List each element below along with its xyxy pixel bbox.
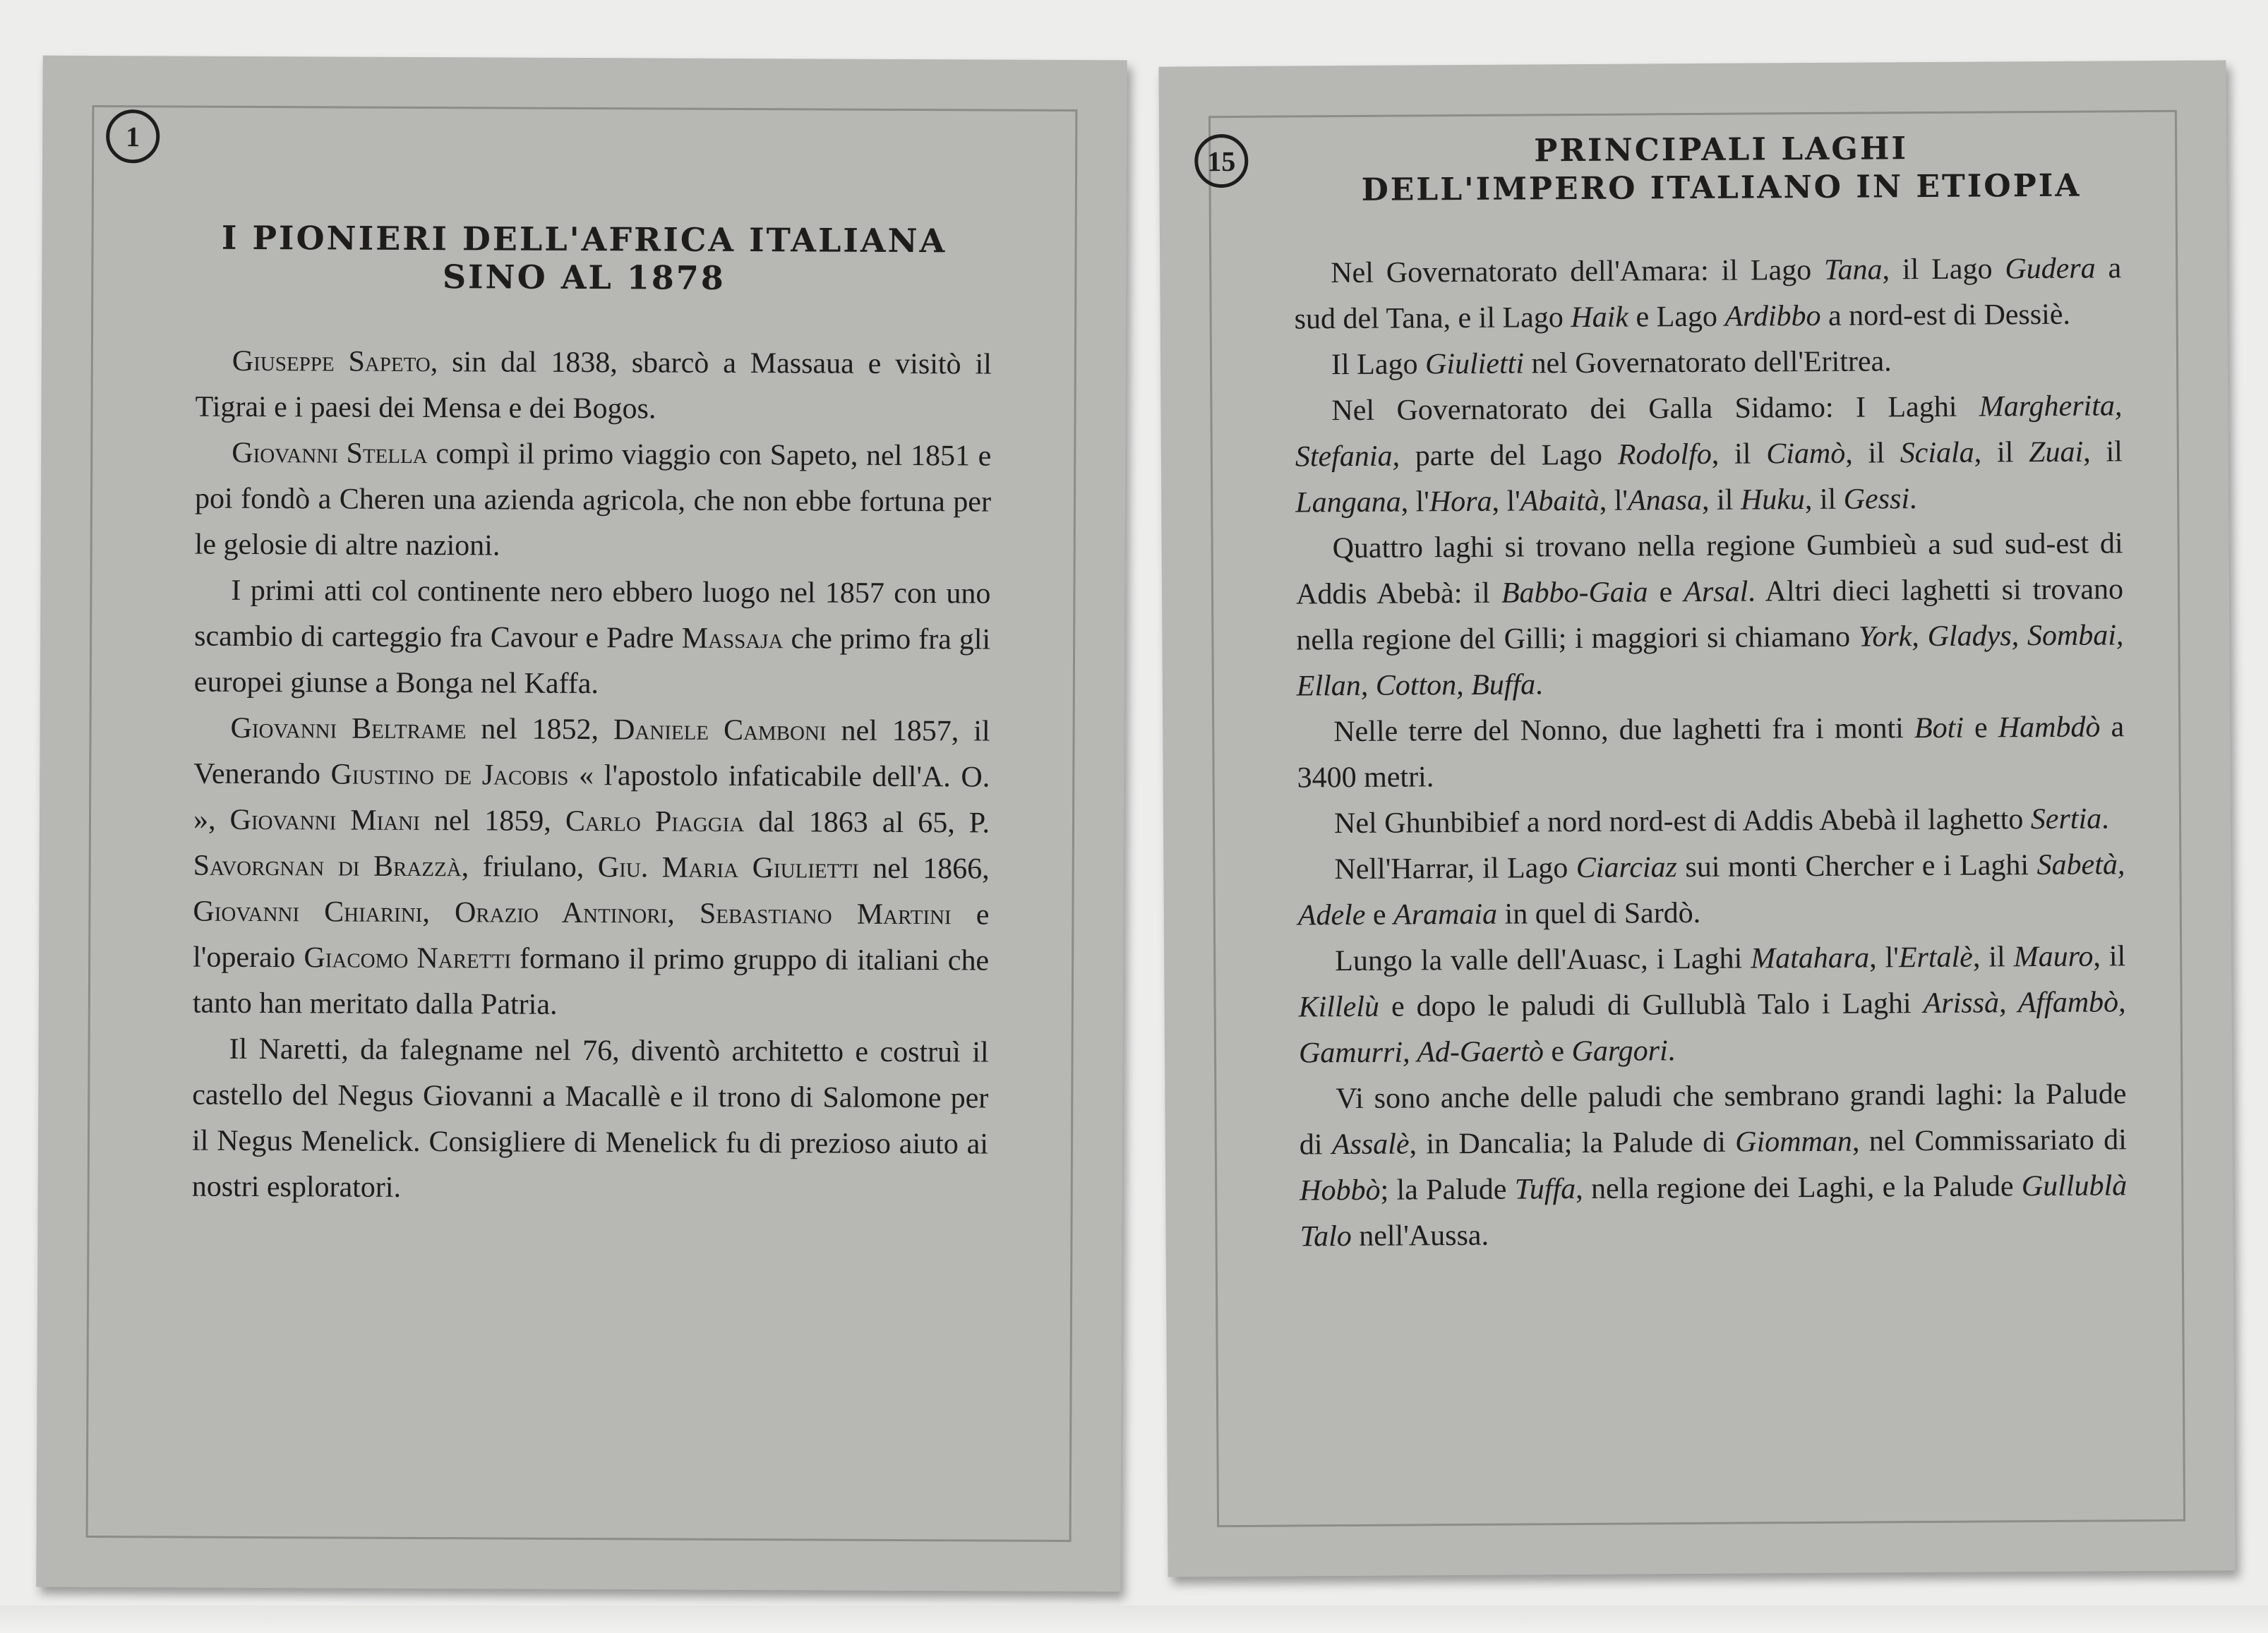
text-run: . Altri dieci laghetti si trovano nella regione del Gilli; i maggiori si chiamano	[1296, 573, 2124, 657]
text-run: , il	[1974, 436, 2029, 469]
card-title-line: I PIONIERI DELL'AFRICA ITALIANA	[221, 218, 947, 260]
text-run: .	[1667, 1035, 1676, 1068]
place-name: Haik	[1571, 301, 1629, 335]
card-body-text	[192, 339, 992, 1214]
place-name: Hobbò	[1300, 1174, 1381, 1207]
text-run: a 3400 metri.	[1297, 711, 2125, 795]
place-name: Arsal	[1684, 575, 1748, 609]
person-name: Giuseppe Sapeto	[232, 344, 431, 379]
place-name: Sertia	[2030, 802, 2102, 836]
text-run: Lungo la valle dell'Auasc, i Laghi	[1335, 942, 1751, 978]
place-name: Tuffa	[1514, 1173, 1576, 1206]
card-body-text	[1294, 246, 2128, 1260]
person-name: Daniele Camboni	[613, 713, 827, 747]
text-run: a sud del Tana, e il Lago	[1294, 252, 2122, 336]
text-run: « l'apostolo infaticabile dell'A. O. »,	[193, 759, 990, 836]
text-run: Nel Ghunbibief a nord nord-est di Addis Abebà il laghetto	[1333, 803, 2031, 840]
place-name: Margherita, Stefania,	[1295, 390, 2123, 474]
text-run: , nel Commissariato di	[1852, 1123, 2127, 1158]
place-name: Huku	[1740, 483, 1806, 517]
text-run: , sin dal 1838, sbarcò a Massaua e visitò il Tigrai e i paesi dei Mensa e dei Bogos.	[195, 346, 992, 426]
person-name: Massaja	[681, 622, 784, 656]
text-run: , nella regione dei Laghi, e la Palude	[1576, 1170, 2022, 1206]
place-name: Tana	[1823, 253, 1883, 287]
text-run: parte del Lago	[1399, 438, 1618, 473]
paragraph	[193, 706, 990, 1030]
paragraph	[1294, 246, 2122, 342]
place-name: Ciamò	[1766, 437, 1846, 471]
place-name: Mauro	[2013, 940, 2094, 974]
place-name: Boti	[1914, 711, 1964, 745]
text-run: , il	[1845, 437, 1900, 470]
text-run: nell'Aussa.	[1351, 1219, 1489, 1253]
text-run: .	[1535, 668, 1543, 701]
text-run: , il	[1711, 438, 1767, 471]
person-name: Giu. Maria Giulietti	[597, 851, 859, 885]
person-name: Giovanni Chiarini, Orazio Antinori, Sebastiano Martini	[193, 895, 952, 932]
place-name: Abaità	[1520, 484, 1600, 518]
place-name: Gargori	[1571, 1035, 1668, 1068]
place-name: Gudera	[2005, 252, 2096, 286]
place-name: Matahara	[1751, 941, 1870, 975]
text-run: , l'	[1599, 484, 1628, 517]
text-run: Vi sono anche delle paludi che sembrano grandi laghi: la Palude di	[1299, 1078, 2127, 1162]
paragraph	[1298, 934, 2126, 1076]
card-number-badge: 15	[1194, 134, 1248, 188]
card-title	[1265, 128, 2178, 210]
text-run: Il Lago	[1331, 348, 1426, 382]
text-run: , l'	[1869, 941, 1900, 975]
text-run: I primi atti col continente nero ebbero luogo nel 1857 con uno scambio di carteggio fra Cavour e Padre	[194, 574, 991, 655]
table-surface	[0, 1605, 2268, 1633]
place-name: Ciarciaz	[1576, 851, 1678, 885]
paragraph	[194, 568, 991, 709]
text-run: nel 1857, il Venerando	[193, 714, 990, 791]
paragraph	[195, 339, 992, 434]
text-run: nel 1859,	[419, 805, 565, 838]
text-run: formano il primo gruppo di italiani che tanto han meritato dalla Patria.	[192, 942, 990, 1021]
place-name: Rodolfo	[1617, 438, 1712, 471]
text-run: , il	[1701, 483, 1741, 517]
place-name: Sabetà, Adele	[1297, 848, 2125, 932]
text-run: , il Lago	[1882, 253, 2005, 287]
card-laghi	[1158, 60, 2235, 1577]
paragraph	[195, 430, 992, 572]
person-name: P. Savorgnan di Brazzà	[193, 807, 990, 884]
person-name: Giovanni Beltrame	[230, 711, 467, 746]
paragraph	[1297, 796, 2125, 847]
text-run: che primo fra gli europei giunse a Bonga nel Kaffa.	[193, 622, 991, 701]
text-run: Nel Governatorato dei Galla Sidamo: I Laghi	[1331, 390, 1979, 428]
place-name: Anasa	[1627, 483, 1703, 517]
place-name: Giomman	[1735, 1125, 1853, 1159]
text-run: , friulano,	[461, 850, 598, 884]
text-run: e	[1963, 711, 1998, 745]
place-name: Hora	[1429, 485, 1492, 519]
text-run: nel 1866,	[858, 852, 990, 886]
place-name: Sciala	[1900, 436, 1974, 470]
place-name: Hambdò	[1998, 711, 2101, 745]
text-run: Nelle terre del Nonno, due laghetti fra i monti	[1333, 712, 1915, 749]
text-run: e dopo le paludi di Gullublà Talo i Laghi	[1379, 987, 1924, 1023]
person-name: Giustino de Jacobis	[330, 758, 569, 792]
place-name: Giulietti	[1424, 347, 1525, 381]
place-name: Ertalè	[1898, 941, 1974, 975]
text-run: sui monti Chercher e i Laghi	[1676, 849, 2037, 884]
text-run: .	[2101, 802, 2109, 836]
card-title-line: DELL'IMPERO ITALIANO IN ETIOPIA	[1361, 167, 2082, 208]
person-name: Giacomo Naretti	[304, 941, 512, 975]
text-run: , in Dancalia; la Palude di	[1409, 1126, 1736, 1161]
card-title-line: PRINCIPALI LAGHI	[1534, 131, 1909, 169]
card-title-line: SINO AL 1878	[442, 258, 726, 297]
place-name: Gullublà Talo	[1300, 1169, 2128, 1253]
paragraph	[1297, 842, 2125, 939]
text-run: compì il primo viaggio con Sapeto, nel 1851 e poi fondò a Cheren una azienda agricola, che non ebbe fortuna per le gelosie di altre nazioni.	[194, 438, 992, 562]
text-run: e	[1543, 1035, 1572, 1068]
text-run: a nord-est di Dessiè.	[1820, 298, 2071, 332]
text-run: , il	[2093, 940, 2126, 973]
card-number-badge: 1	[106, 109, 160, 163]
text-run: nel Governatorato dell'Eritrea.	[1523, 345, 1892, 380]
text-run: , il	[1804, 483, 1844, 517]
text-run: in quel di Sardò.	[1496, 896, 1701, 931]
place-name: Zuai	[2029, 435, 2084, 469]
text-run: , l'	[1492, 485, 1520, 518]
text-run: Nell'Harrar, il Lago	[1334, 852, 1576, 886]
text-run: e l'operaio	[193, 898, 990, 975]
text-run: dal 1863 al 65,	[744, 806, 969, 840]
place-name: Babbo-Gaia	[1501, 576, 1648, 610]
text-run: , il	[2083, 435, 2123, 469]
text-run: Nel Governatorato dell'Amara: il Lago	[1331, 253, 1825, 290]
place-name: Langana	[1295, 486, 1401, 519]
paragraph	[1295, 337, 2122, 388]
person-name: Carlo Piaggia	[565, 805, 745, 839]
person-name: Giovanni Miani	[229, 803, 420, 837]
place-name: Arissà, Affambò, Gamurri, Ad-Gaertò	[1298, 986, 2126, 1070]
paragraph	[1295, 383, 2123, 526]
place-name: Aramaia	[1393, 898, 1498, 932]
place-name: Assalè	[1331, 1128, 1410, 1162]
text-run: Quattro laghi si trovano nella regione Gumbieù a sud sud-est di Addis Abebà: il	[1295, 527, 2123, 611]
text-run: , il	[1972, 941, 2014, 974]
card-pionieri	[36, 56, 1127, 1592]
text-run: .	[1909, 483, 1917, 516]
text-run: e	[1648, 576, 1684, 609]
text-run: , l'	[1400, 486, 1430, 519]
paragraph	[1297, 704, 2125, 801]
card-title	[148, 218, 1020, 298]
text-run: ; la Palude	[1380, 1173, 1515, 1207]
person-name: Giovanni Stella	[232, 436, 428, 471]
place-name: Gessi	[1843, 483, 1910, 516]
text-run: e	[1365, 898, 1394, 932]
text-run: Il Naretti, da falegname nel 76, diventò architetto e costruì il castello del Negus Giovanni a Macallè e il trono di Salomone per il Negus Menelick. Consigliere di Menelick fu di prezioso aiuto ai nostri esploratori.	[191, 1032, 989, 1204]
place-name: York, Gladys, Sombai, Ellan, Cotton, Buffa	[1296, 619, 2124, 703]
text-run: e Lago	[1628, 300, 1725, 334]
place-name: Ardibbo	[1724, 299, 1821, 333]
paragraph	[1299, 1071, 2128, 1260]
paragraph	[192, 1027, 989, 1214]
paragraph	[1295, 521, 2124, 709]
place-name: Killelù	[1298, 990, 1380, 1024]
text-run: nel 1852,	[466, 713, 614, 747]
